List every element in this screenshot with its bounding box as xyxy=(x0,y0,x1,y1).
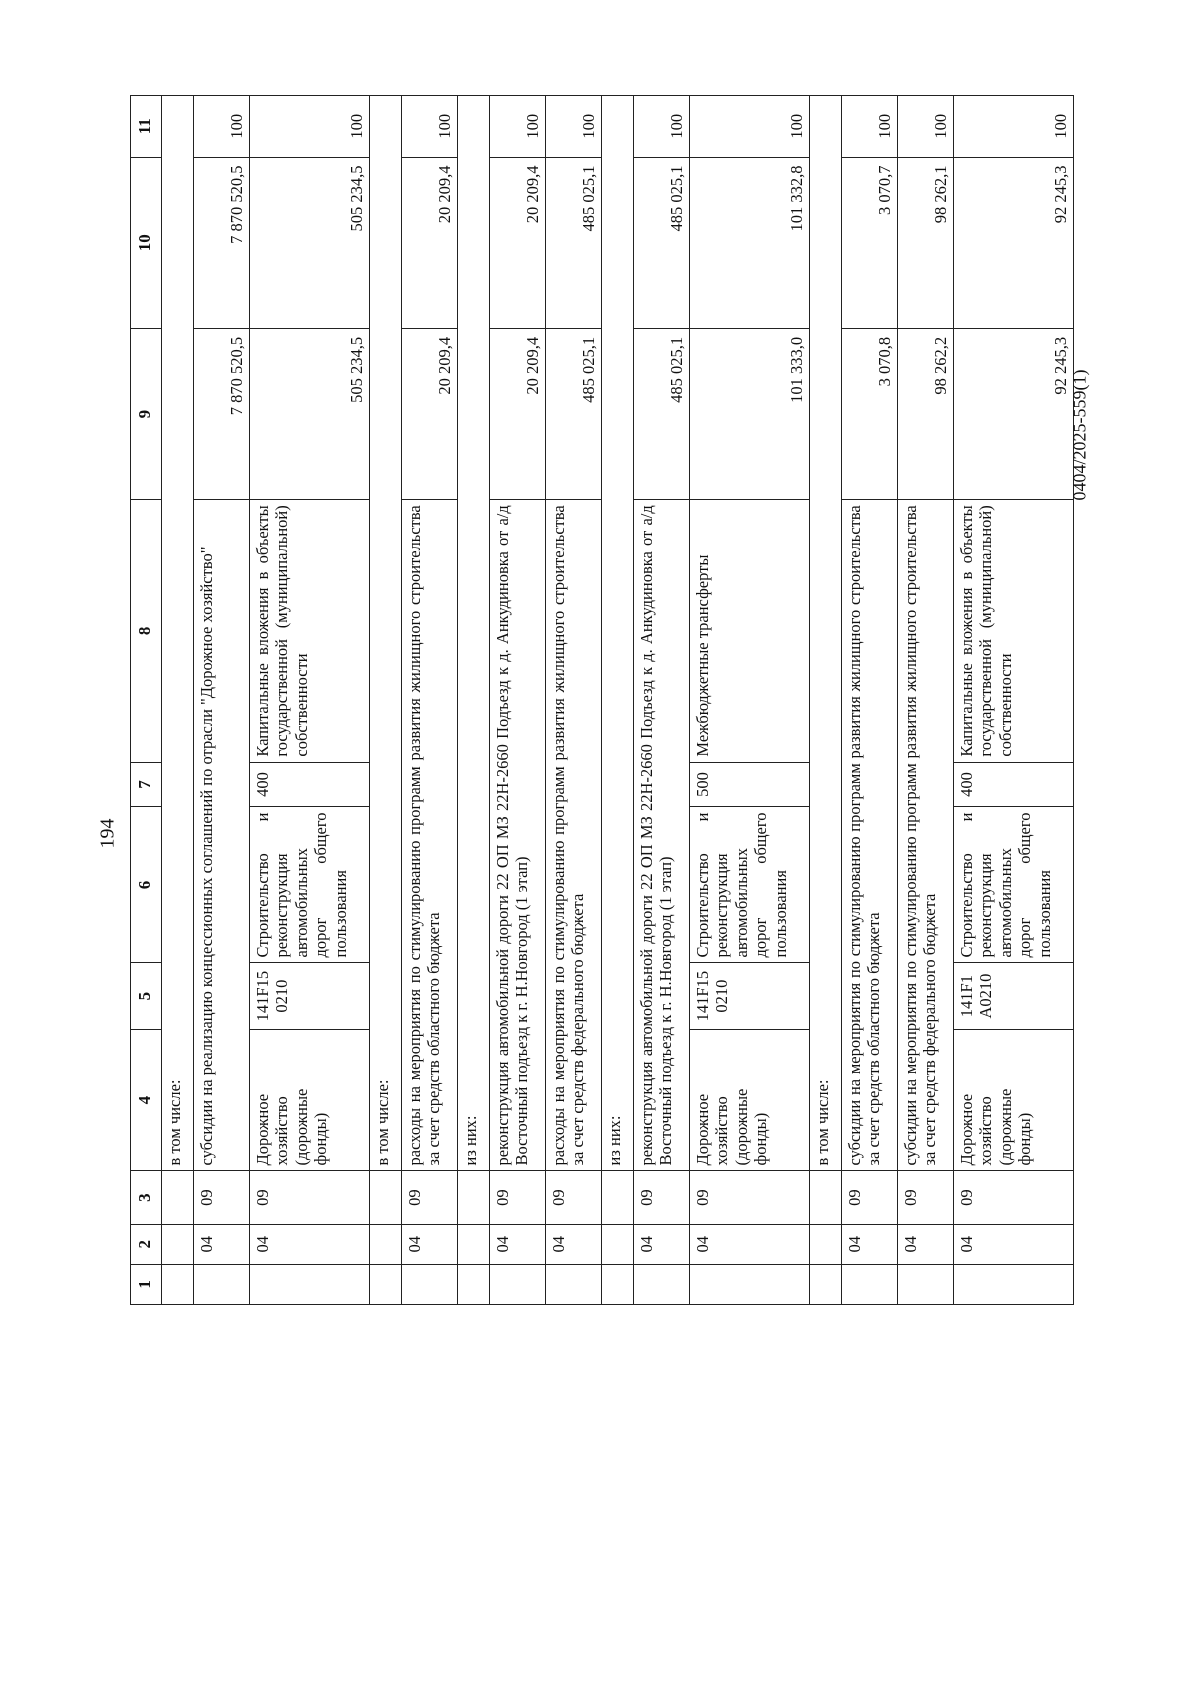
cell-col2 xyxy=(458,1224,490,1264)
cell-percent: 100 xyxy=(490,96,546,158)
cell-subsection: 09 xyxy=(690,1171,810,1224)
cell-section: 04 xyxy=(842,1224,898,1264)
cell-expense-name: Капитальные вложения в объекты государственной (муниципальной) собственности xyxy=(250,500,370,762)
cell-section: 04 xyxy=(194,1224,250,1264)
cell-subsection: 09 xyxy=(490,1171,546,1224)
cell-col1 xyxy=(898,1264,954,1304)
column-header: 1 xyxy=(131,1264,162,1304)
row-label: в том числе: xyxy=(810,96,842,1171)
cell-col3 xyxy=(162,1171,194,1224)
table-row xyxy=(690,96,810,1305)
cell-target-code: 141F1 A0210 xyxy=(954,963,1074,1029)
cell-col3 xyxy=(602,1171,634,1224)
cell-plan: 92 245,3 xyxy=(954,328,1074,499)
row-description: субсидии на реализацию концессионных соглашений по отрасли "Дорожное хозяйство" xyxy=(194,500,250,1171)
cell-col1 xyxy=(602,1264,634,1304)
cell-percent: 100 xyxy=(194,96,250,158)
cell-col2 xyxy=(810,1224,842,1264)
cell-target-code: 141F15 0210 xyxy=(250,963,370,1029)
cell-col2 xyxy=(370,1224,402,1264)
row-description: расходы на мероприятия по стимулированию программ развития жилищного строительства за счет средств федерального бюджета xyxy=(546,500,602,1171)
cell-col1 xyxy=(690,1264,810,1304)
table-row xyxy=(842,96,898,1305)
cell-col1 xyxy=(458,1264,490,1304)
cell-col3 xyxy=(810,1171,842,1224)
cell-target-name: Строительство и реконструкция автомобильных дорог общего пользования xyxy=(250,807,370,963)
cell-percent: 100 xyxy=(898,96,954,158)
table-row xyxy=(602,96,634,1305)
cell-col3 xyxy=(370,1171,402,1224)
cell-percent: 100 xyxy=(250,96,370,158)
cell-col1 xyxy=(194,1264,250,1304)
row-description: субсидии на мероприятия по стимулированию программ развития жилищного строительства за счет средств областного бюджета xyxy=(842,500,898,1171)
cell-subsection: 09 xyxy=(194,1171,250,1224)
cell-subsection: 09 xyxy=(898,1171,954,1224)
row-label: из них: xyxy=(602,96,634,1171)
cell-plan: 20 209,4 xyxy=(490,328,546,499)
cell-percent: 100 xyxy=(546,96,602,158)
table-row xyxy=(402,96,458,1305)
cell-plan: 485 025,1 xyxy=(634,328,690,499)
cell-section: 04 xyxy=(402,1224,458,1264)
table-row xyxy=(898,96,954,1305)
row-label: в том числе: xyxy=(162,96,194,1171)
cell-plan: 7 870 520,5 xyxy=(194,328,250,499)
cell-subsection: 09 xyxy=(634,1171,690,1224)
cell-expense-type: 500 xyxy=(690,762,810,807)
row-description: субсидии на мероприятия по стимулированию программ развития жилищного строительства за счет средств федерального бюджета xyxy=(898,500,954,1171)
row-description: расходы на мероприятия по стимулированию программ развития жилищного строительства за счет средств областного бюджета xyxy=(402,500,458,1171)
cell-section: 04 xyxy=(898,1224,954,1264)
cell-col1 xyxy=(250,1264,370,1304)
column-header: 4 xyxy=(131,1029,162,1171)
table-row xyxy=(490,96,546,1305)
table-row xyxy=(194,96,250,1305)
cell-col1 xyxy=(842,1264,898,1304)
table-row xyxy=(634,96,690,1305)
cell-section: 04 xyxy=(250,1224,370,1264)
column-header: 5 xyxy=(131,963,162,1029)
row-label: в том числе: xyxy=(370,96,402,1171)
cell-executed: 20 209,4 xyxy=(490,157,546,328)
cell-executed: 485 025,1 xyxy=(546,157,602,328)
cell-percent: 100 xyxy=(954,96,1074,158)
cell-percent: 100 xyxy=(634,96,690,158)
cell-col1 xyxy=(162,1264,194,1304)
document-code-text: 0404/2025-559(1) xyxy=(1069,369,1090,501)
cell-col1 xyxy=(810,1264,842,1304)
cell-section: 04 xyxy=(690,1224,810,1264)
cell-col1 xyxy=(634,1264,690,1304)
cell-subsection: 09 xyxy=(546,1171,602,1224)
budget-table-frame xyxy=(130,95,1070,1305)
column-header: 9 xyxy=(131,328,162,499)
header-row xyxy=(131,96,162,1305)
table-row xyxy=(810,96,842,1305)
cell-col1 xyxy=(402,1264,458,1304)
column-header: 11 xyxy=(131,96,162,158)
row-label: из них: xyxy=(458,96,490,1171)
cell-plan: 101 333,0 xyxy=(690,328,810,499)
column-header: 8 xyxy=(131,500,162,762)
cell-target-name: Строительство и реконструкция автомобильных дорог общего пользования xyxy=(954,807,1074,963)
cell-percent: 100 xyxy=(402,96,458,158)
page-number: 194 xyxy=(96,818,119,849)
cell-expense-name: Межбюджетные трансферты xyxy=(690,500,810,762)
cell-percent: 100 xyxy=(690,96,810,158)
cell-expense-type: 400 xyxy=(954,762,1074,807)
table-row xyxy=(250,96,370,1305)
table-row xyxy=(546,96,602,1305)
cell-executed: 7 870 520,5 xyxy=(194,157,250,328)
column-header: 3 xyxy=(131,1171,162,1224)
cell-col2 xyxy=(602,1224,634,1264)
cell-plan: 505 234,5 xyxy=(250,328,370,499)
cell-subsection: 09 xyxy=(402,1171,458,1224)
cell-col2 xyxy=(162,1224,194,1264)
cell-subsection: 09 xyxy=(250,1171,370,1224)
document-code xyxy=(1050,270,1110,600)
table-row xyxy=(370,96,402,1305)
cell-executed: 485 025,1 xyxy=(634,157,690,328)
table-row xyxy=(162,96,194,1305)
table-body xyxy=(131,96,1074,1305)
cell-target-code: 141F15 0210 xyxy=(690,963,810,1029)
cell-col1 xyxy=(954,1264,1074,1304)
cell-plan: 485 025,1 xyxy=(546,328,602,499)
cell-section: 04 xyxy=(954,1224,1074,1264)
cell-col1 xyxy=(490,1264,546,1304)
cell-section-name: Дорожное хозяйство (дорожные фонды) xyxy=(690,1029,810,1171)
column-header: 6 xyxy=(131,807,162,963)
cell-section: 04 xyxy=(634,1224,690,1264)
cell-subsection: 09 xyxy=(842,1171,898,1224)
column-header: 10 xyxy=(131,157,162,328)
cell-expense-type: 400 xyxy=(250,762,370,807)
row-description: реконструкция автомобильной дороги 22 ОП МЗ 22Н-2660 Подъезд к д. Анкудиновка от а/д Восточный подъезд к г. Н.Новгород (1 этап) xyxy=(634,500,690,1171)
cell-plan: 98 262,2 xyxy=(898,328,954,499)
cell-section-name: Дорожное хозяйство (дорожные фонды) xyxy=(250,1029,370,1171)
cell-plan: 20 209,4 xyxy=(402,328,458,499)
cell-executed: 505 234,5 xyxy=(250,157,370,328)
cell-percent: 100 xyxy=(842,96,898,158)
cell-section-name: Дорожное хозяйство (дорожные фонды) xyxy=(954,1029,1074,1171)
cell-col1 xyxy=(370,1264,402,1304)
cell-target-name: Строительство и реконструкция автомобильных дорог общего пользования xyxy=(690,807,810,963)
cell-executed: 3 070,7 xyxy=(842,157,898,328)
cell-executed: 98 262,1 xyxy=(898,157,954,328)
column-header: 7 xyxy=(131,762,162,807)
cell-col1 xyxy=(546,1264,602,1304)
cell-expense-name: Капитальные вложения в объекты государственной (муниципальной) собственности xyxy=(954,500,1074,762)
cell-col3 xyxy=(458,1171,490,1224)
cell-executed: 92 245,3 xyxy=(954,157,1074,328)
cell-subsection: 09 xyxy=(954,1171,1074,1224)
table-row xyxy=(458,96,490,1305)
cell-section: 04 xyxy=(546,1224,602,1264)
cell-executed: 20 209,4 xyxy=(402,157,458,328)
cell-section: 04 xyxy=(490,1224,546,1264)
cell-plan: 3 070,8 xyxy=(842,328,898,499)
row-description: реконструкция автомобильной дороги 22 ОП МЗ 22Н-2660 Подъезд к д. Анкудиновка от а/д Восточный подъезд к г. Н.Новгород (1 этап) xyxy=(490,500,546,1171)
budget-table xyxy=(130,95,1074,1305)
column-header: 2 xyxy=(131,1224,162,1264)
cell-executed: 101 332,8 xyxy=(690,157,810,328)
